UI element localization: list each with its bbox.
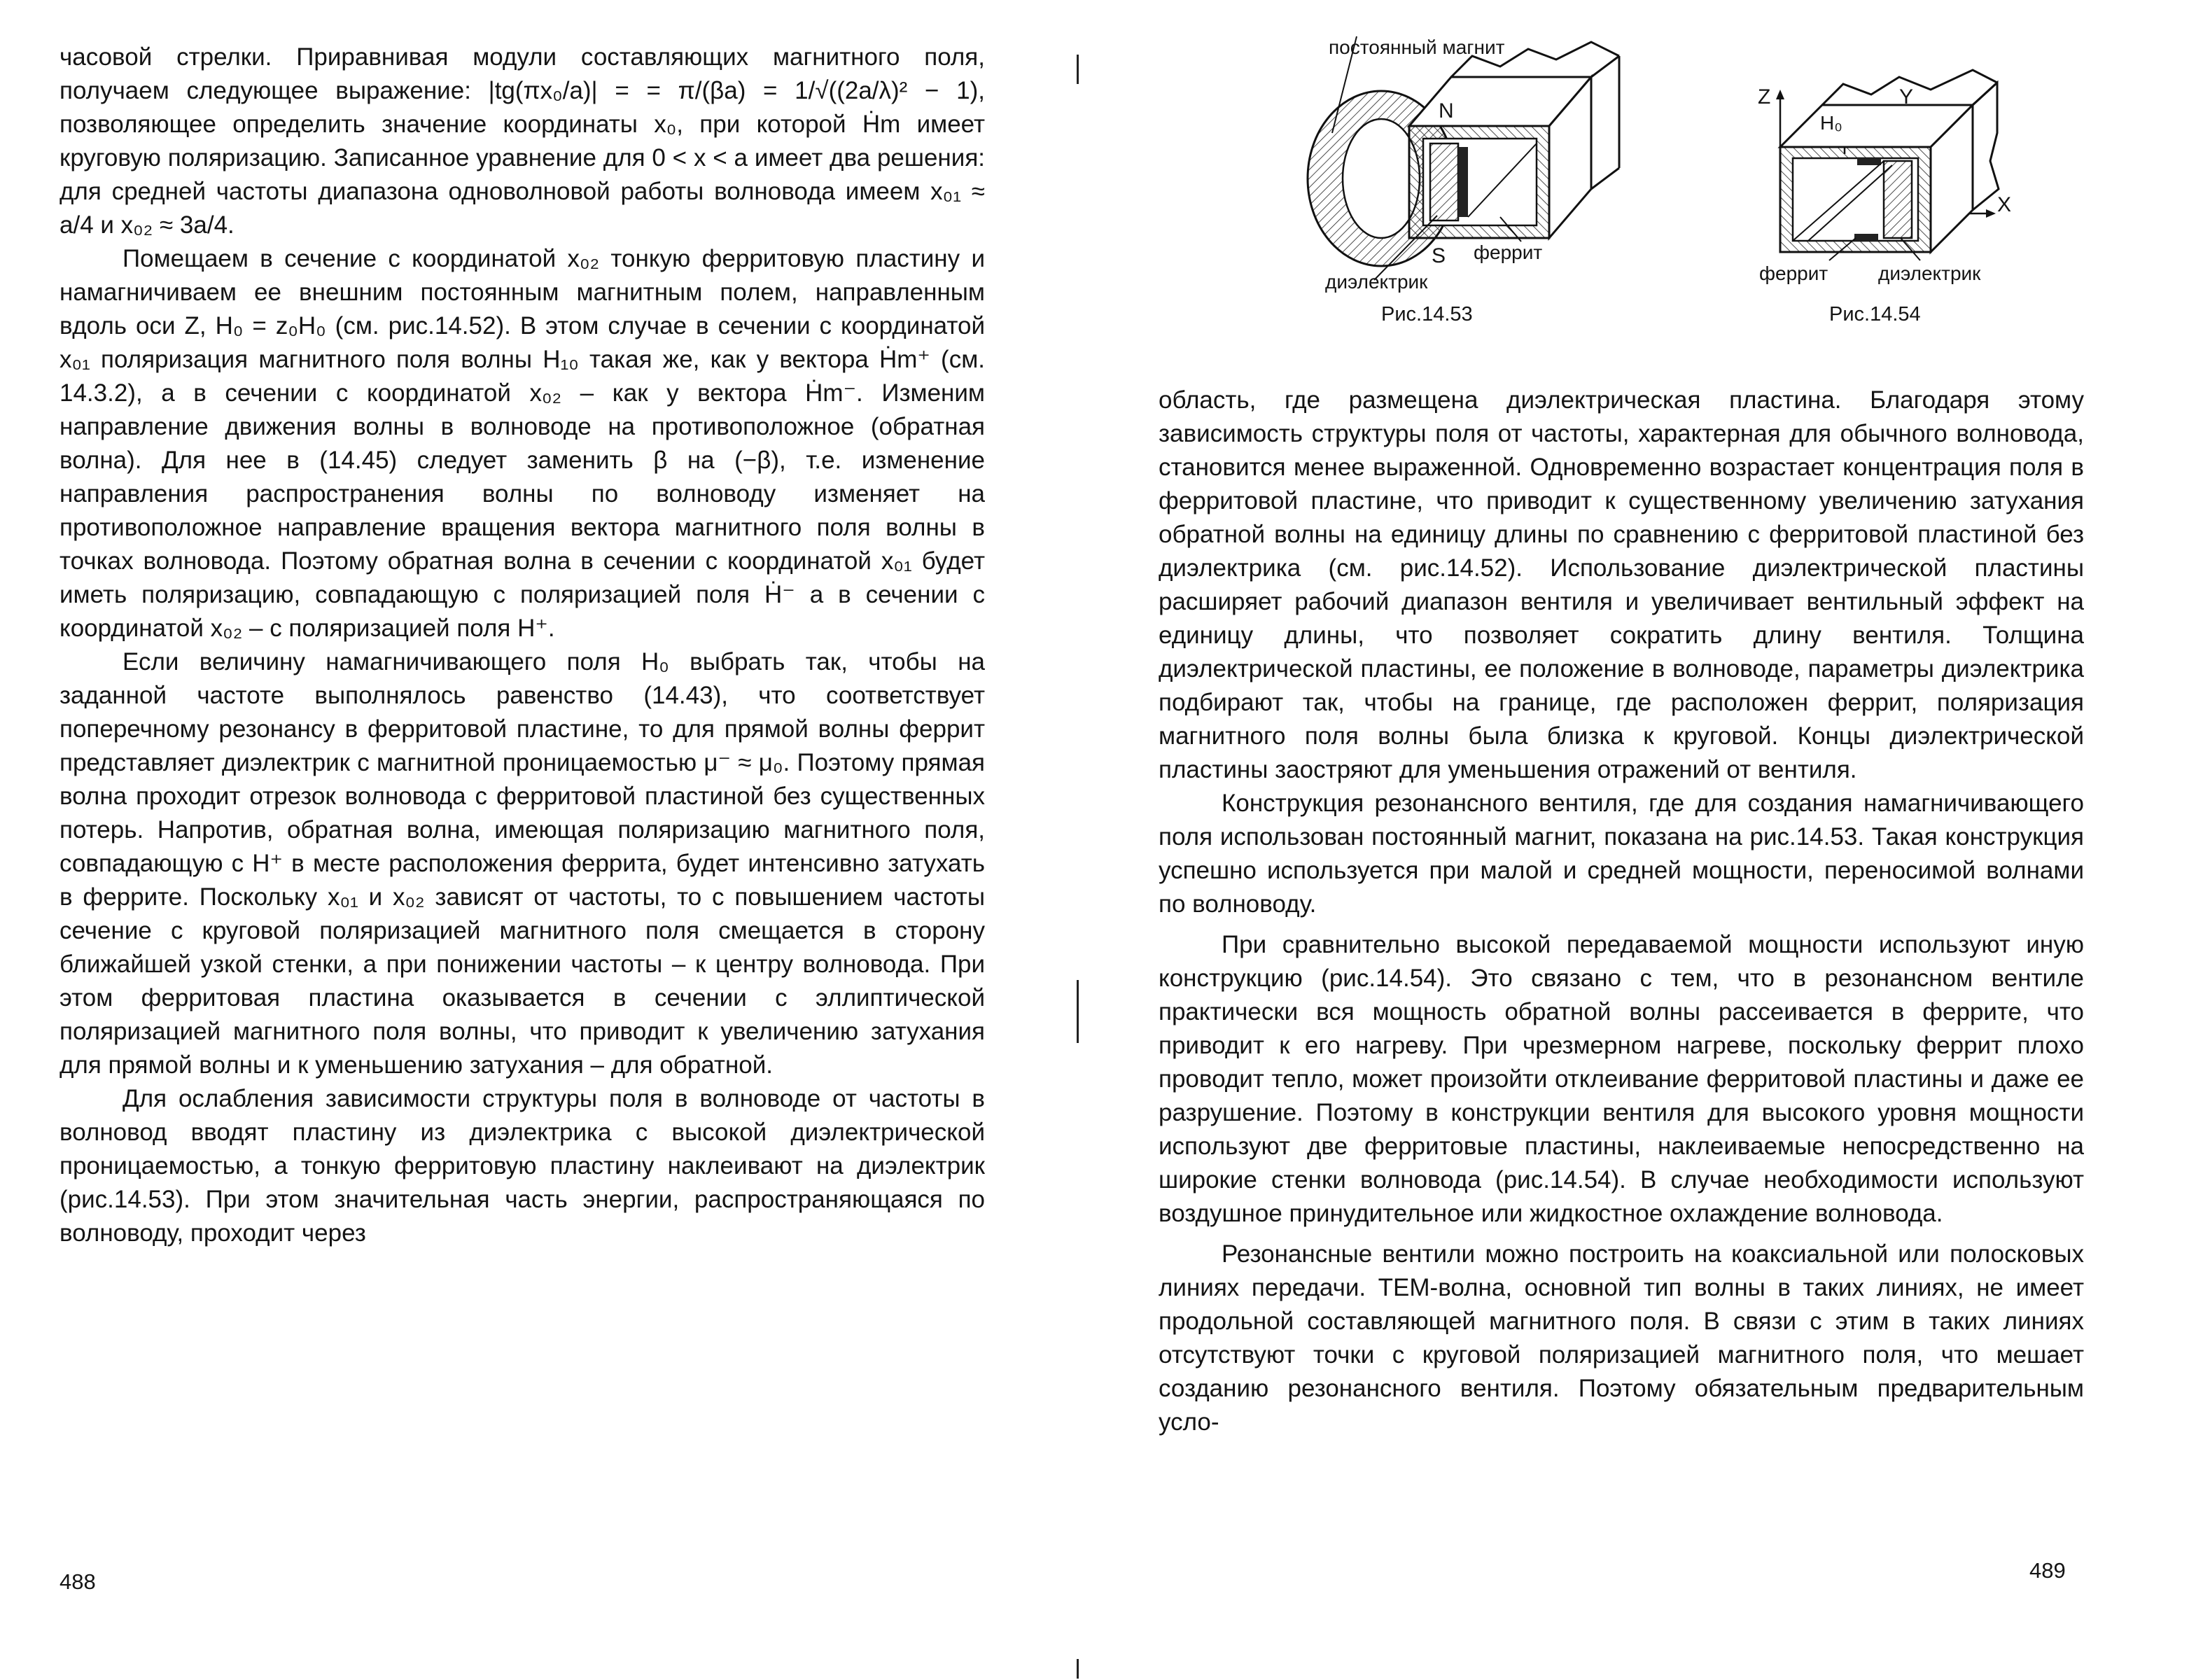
edge-line xyxy=(1591,168,1619,189)
page-number-right: 489 xyxy=(2029,1558,2066,1583)
label-ferrite-b: феррит xyxy=(1759,262,1828,284)
label-magnet: постоянный магнит xyxy=(1329,36,1505,58)
ferrite-plate xyxy=(1458,147,1468,217)
dielectric-plate xyxy=(1884,161,1912,238)
label-field: H₀ xyxy=(1820,112,1842,134)
right-page xyxy=(1101,0,2203,1680)
ferrite-plate-bottom xyxy=(1854,234,1878,241)
page-number-left: 488 xyxy=(60,1569,96,1594)
paragraph: Конструкция резонансного вентиля, где для создания намагничивающего поля использован постоянный магнит, показана на рис.14.53. Такая конструкция успешно используется при малой и средней мощности, переносимой волнами по волноводу. xyxy=(1159,790,2084,918)
left-page-text xyxy=(60,41,985,1250)
arrow-x xyxy=(1986,209,1996,218)
label-ferrite-a: феррит xyxy=(1474,241,1543,263)
caption-14-54: Рис.14.54 xyxy=(1829,303,1921,326)
label-north: N xyxy=(1439,99,1454,122)
arrow-z xyxy=(1776,90,1784,99)
scan-mark xyxy=(1077,980,1079,1043)
paragraph: Для ослабления зависимости структуры поля в волноводе от частоты в волновод вводят пластину из диэлектрика с высокой диэлектрической проницаемостью, а тонкую ферритовую пластину наклеивают на диэлектрик (рис.14.53). При этом значительная часть энергии, распространяющаяся по волноводу, проходит через xyxy=(60,1085,985,1247)
label-dielectric-b: диэлектрик xyxy=(1878,262,1981,284)
figures-row xyxy=(1290,28,2025,343)
label-axis-y: Y xyxy=(1899,85,1914,108)
paragraph: При сравнительно высокой передаваемой мощности используют иную конструкцию (рис.14.54). Это связано с тем, что в резонансном вентиле практически вся мощность обратной волны рассеивается в феррите, что приводит к его нагреву. При чрезмерном нагреве, поскольку феррит плохо проводит тепло, может произойти отклеивание ферритовой пластины и даже ее разрушение. Поэтому в конструкции вентиля для высокого уровня мощности используют две ферритовые пластины, наклеиваемые непосредственно на широкие стенки волновода (рис.14.54). В случае необходимости используют воздушное принудительное или жидкостное охлаждение волновода. xyxy=(1159,931,2084,1227)
paragraph: часовой стрелки. Приравнивая модули составляющих магнитного поля, получаем следующее выражение: |tg(πx₀/a)| = = π/(βa) = 1/√((2a/λ)² − 1), позволяющее определить значение координаты x₀, при которой Ḣm имеет круговую поляризацию. Записанное уравнение для 0 < x < a имеет два решения: для средней частоты диапазона одноволновой работы волновода имеем x₀₁ ≈ a/4 и x₀₂ ≈ 3a/4. xyxy=(60,43,985,239)
paragraph: Резонансные вентили можно построить на коаксиальной или полосковых линиях передачи. TEM-волна, основной тип волны в таких линиях, не имеет продольной составляющей магнитного поля. В связи с этим в таких линиях отсутствуют точки с круговой поляризацией магнитного поля, что мешает созданию резонансного вентиля. Поэтому обязательным предварительным усло- xyxy=(1159,1240,2084,1436)
caption-14-53: Рис.14.53 xyxy=(1381,303,1473,326)
figures-svg xyxy=(1290,28,2025,343)
paragraph: Если величину намагничивающего поля H₀ выбрать так, чтобы на заданной частоте выполнялось равенство (14.43), что соответствует поперечному резонансу в ферритовой пластине, то для прямой волны феррит представляет диэлектрик с магнитной проницаемостью μ⁻ ≈ μ₀. Поэтому прямая волна проходит отрезок волновода с ферритовой пластиной без существенных потерь. Напротив, обратная волна, имеющая поляризацию магнитного поля, совпадающую с H⁺ в месте расположения феррита, будет интенсивно затухать в феррите. Поскольку x₀₁ и x₀₂ зависят от частоты, то с повышением частоты сечение с круговой поляризацией магнитного поля смещается в сторону ближайшей узкой стенки, а при понижении частоты – к центру волновода. При этом ферритовая пластина оказывается в сечении с эллиптической поляризацией магнитного поля волны, что приводит к увеличению затухания для прямой волны и к уменьшению затухания – для обратной. xyxy=(60,648,985,1079)
scan-mark xyxy=(1077,1659,1079,1679)
ferrite-plate-top xyxy=(1857,158,1881,165)
label-dielectric-a: диэлектрик xyxy=(1325,271,1428,293)
figure-14-53 xyxy=(1308,36,1619,326)
scan-mark xyxy=(1077,55,1079,84)
left-page xyxy=(0,0,1101,1680)
dielectric-plate xyxy=(1430,144,1458,220)
paragraph: Помещаем в сечение с координатой x₀₂ тонкую ферритовую пластину и намагничиваем ее внешним постоянным магнитным полем, направленным вдоль оси Z, H₀ = z₀H₀ (см. рис.14.52). В этом случае в сечении с координатой x₀₁ поляризация магнитного поля волны H₁₀ такая же, как у вектора Ḣm⁺ (см. 14.3.2), а в сечении с координатой x₀₂ – как у вектора Ḣm⁻. Изменим направление движения волны в волноводе на противоположное (обратная волна). Для нее в (14.45) следует заменить β на (−β), т.е. изменение направления распространения волны по волноводу изменяет на противоположное направление вращения вектора магнитного поля волны в точках волновода. Поэтому обратная волна в сечении с координатой x₀₁ будет иметь поляризацию, совпадающую с поляризацией поля Ḣ⁻ а в сечении с координатой x₀₂ – с поляризацией поля H⁺. xyxy=(60,245,985,642)
figure-14-54 xyxy=(1758,70,2011,326)
right-page-text xyxy=(1159,384,2084,1439)
edge-line xyxy=(1591,56,1619,77)
label-south: S xyxy=(1432,244,1446,267)
label-axis-z: Z xyxy=(1758,85,1771,108)
break-line xyxy=(1973,83,1999,210)
paragraph: область, где размещена диэлектрическая пластина. Благодаря этому зависимость структуры поля от частоты, характерная для обычного волновода, становится менее выраженной. Одновременно возрастает концентрация поля в ферритовой пластине, что приводит к существенному увеличению затухания обратной волны на единицу длины по сравнению с ферритовой пластиной без диэлектрика (см. рис.14.52). Использование диэлектрической пластины расширяет рабочий диапазон вентиля и увеличивает вентильный эффект на единицу длины, что позволяет сократить длину вентиля. Толщина диэлектрической пластины, ее положение в волноводе, параметры диэлектрика подбирают так, чтобы на границе, где расположен феррит, поляризация магнитного поля волны была близка к круговой. Концы диэлектрической пластины заостряют для уменьшения отражений от вентиля. xyxy=(1159,386,2084,783)
label-axis-x: X xyxy=(1997,193,2012,216)
